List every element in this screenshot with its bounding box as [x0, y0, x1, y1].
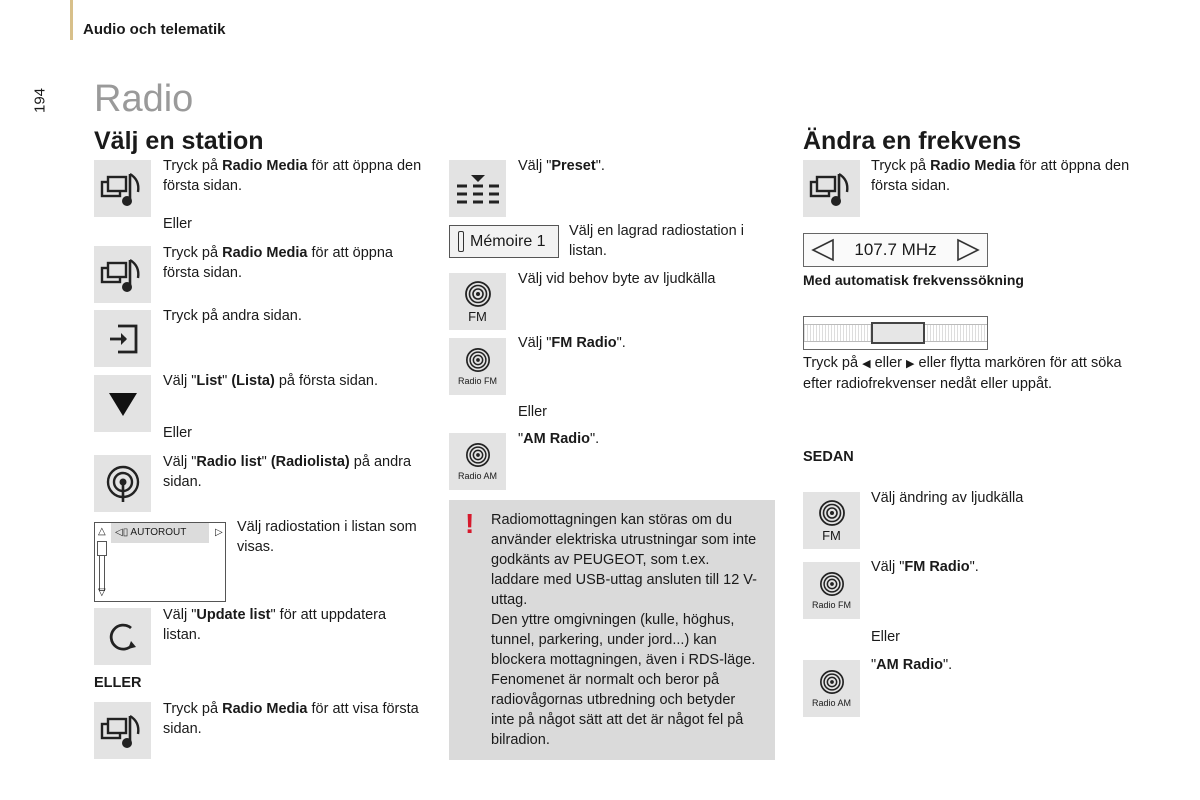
step-fm-radio-right: Välj "FM Radio". — [871, 559, 979, 575]
radio-signal-icon — [465, 442, 491, 468]
step-update-list: Välj "Update list" för att uppdatera listan. — [163, 607, 387, 643]
preset-icon — [449, 160, 506, 217]
radio-signal-icon — [464, 280, 492, 308]
warning-note — [449, 500, 775, 760]
play-arrow-icon[interactable]: ▷ — [215, 527, 223, 538]
radio-media-icon — [94, 246, 151, 303]
slider-thumb[interactable] — [871, 322, 925, 344]
step-radio-media-2: Tryck på Radio Media för att öppna första sidan. — [163, 245, 393, 281]
arrow-right-icon: ▶ — [906, 358, 915, 370]
radio-media-icon — [94, 702, 151, 759]
scroll-down-icon[interactable]: ▽ — [98, 587, 106, 598]
station-list-screen[interactable] — [94, 522, 226, 602]
radio-signal-icon — [819, 571, 845, 597]
auto-search-label: Med automatisk frekvenssökning — [803, 272, 1024, 288]
warning-paragraph-1: Radiomottagningen kan störas om du använder elektriska utrustningar som inte godkänts av PEUGEOT, som t.ex. laddare med USB-uttag ansluten till 12 V-uttag. — [491, 512, 757, 608]
warning-icon: ! — [465, 508, 475, 539]
radio-fm-caption: Radio FM — [457, 375, 497, 386]
station-name: AUTOROUT — [130, 527, 187, 538]
or-text-3: Eller — [518, 404, 548, 420]
triangle-down-icon — [94, 375, 151, 432]
header-accent-rule — [70, 0, 73, 40]
memory-slot-icon — [458, 231, 464, 252]
frequency-value: 107.7 MHz — [854, 240, 937, 259]
radio-media-icon — [803, 160, 860, 217]
radio-fm-caption: Radio FM — [811, 599, 851, 610]
step-radio-media-1: Tryck på Radio Media för att öppna den första sidan. — [163, 158, 422, 194]
fm-caption: FM — [468, 308, 487, 324]
fm-caption: FM — [822, 527, 841, 543]
section-label: Audio och telematik — [83, 21, 226, 38]
page-title: Radio — [94, 78, 194, 120]
step-change-source-right: Välj ändring av ljudkälla — [871, 490, 1024, 506]
radio-am-caption: Radio AM — [811, 697, 852, 708]
speaker-icon: ◁▯ — [115, 527, 131, 538]
frequency-up-icon[interactable] — [955, 238, 981, 262]
radio-signal-icon — [818, 499, 846, 527]
or-text-4: Eller — [871, 629, 901, 645]
eller-heading: ELLER — [94, 675, 142, 691]
step-radio-media-3: Tryck på Radio Media för att visa första sidan. — [163, 701, 419, 737]
frequency-down-icon[interactable] — [810, 238, 836, 262]
memory-label: Mémoire 1 — [470, 232, 546, 250]
heading-select-station: Välj en station — [94, 127, 264, 155]
step-am-radio-right: "AM Radio". — [871, 657, 953, 673]
source-fm-icon — [803, 492, 860, 549]
page-number: 194 — [31, 87, 49, 114]
step-radio-media-right: Tryck på Radio Media för att öppna den första sidan. — [871, 158, 1130, 194]
step-radio-list: Välj "Radio list" (Radiolista) på andra sidan. — [163, 454, 412, 490]
list-scrollbar-thumb[interactable] — [97, 541, 107, 556]
radio-media-icon — [94, 160, 151, 217]
frequency-slider[interactable] — [803, 316, 988, 350]
radio-am-caption: Radio AM — [457, 470, 498, 481]
second-page-icon — [94, 310, 151, 367]
refresh-icon — [94, 608, 151, 665]
source-fm-icon — [449, 273, 506, 330]
radio-am-icon — [449, 433, 506, 490]
radio-signal-icon — [819, 669, 845, 695]
step-change-source: Välj vid behov byte av ljudkälla — [518, 271, 716, 287]
or-text-1: Eller — [163, 216, 193, 232]
station-list-row[interactable] — [111, 523, 209, 543]
or-text-2: Eller — [163, 425, 193, 441]
arrow-left-icon: ◀ — [862, 358, 871, 370]
step-second-page: Tryck på andra sidan. — [163, 308, 302, 324]
step-am-radio: "AM Radio". — [518, 431, 600, 447]
heading-change-frequency: Ändra en frekvens — [803, 127, 1022, 155]
step-select-stored: Välj en lagrad radiostation i listan. — [569, 223, 744, 259]
step-preset: Välj "Preset". — [518, 158, 605, 174]
scroll-up-icon[interactable]: △ — [98, 526, 106, 537]
frequency-display[interactable] — [803, 233, 988, 267]
step-slider-search: Tryck på ◀ eller ▶ eller flytta markören för att söka efter radiofrekvenser nedåt eller uppåt. — [803, 355, 1122, 392]
sedan-heading: SEDAN — [803, 449, 854, 465]
radio-list-icon — [94, 455, 151, 512]
step-fm-radio: Välj "FM Radio". — [518, 335, 626, 351]
warning-paragraph-2: Den yttre omgivningen (kulle, höghus, tunnel, parkering, under jord...) kan blockera mottagningen, även i RDS-läge. Fenomenet är normalt och beror på radiovågornas utbredning och betyder inte på något sätt att det är något fel på bilradion. — [491, 612, 756, 748]
radio-am-icon — [803, 660, 860, 717]
step-select-station: Välj radiostation i listan som visas. — [237, 519, 417, 555]
radio-fm-icon — [449, 338, 506, 395]
radio-fm-icon — [803, 562, 860, 619]
preset-memory-button[interactable] — [449, 225, 559, 258]
radio-signal-icon — [465, 347, 491, 373]
step-list: Välj "List" (Lista) på första sidan. — [163, 373, 378, 389]
